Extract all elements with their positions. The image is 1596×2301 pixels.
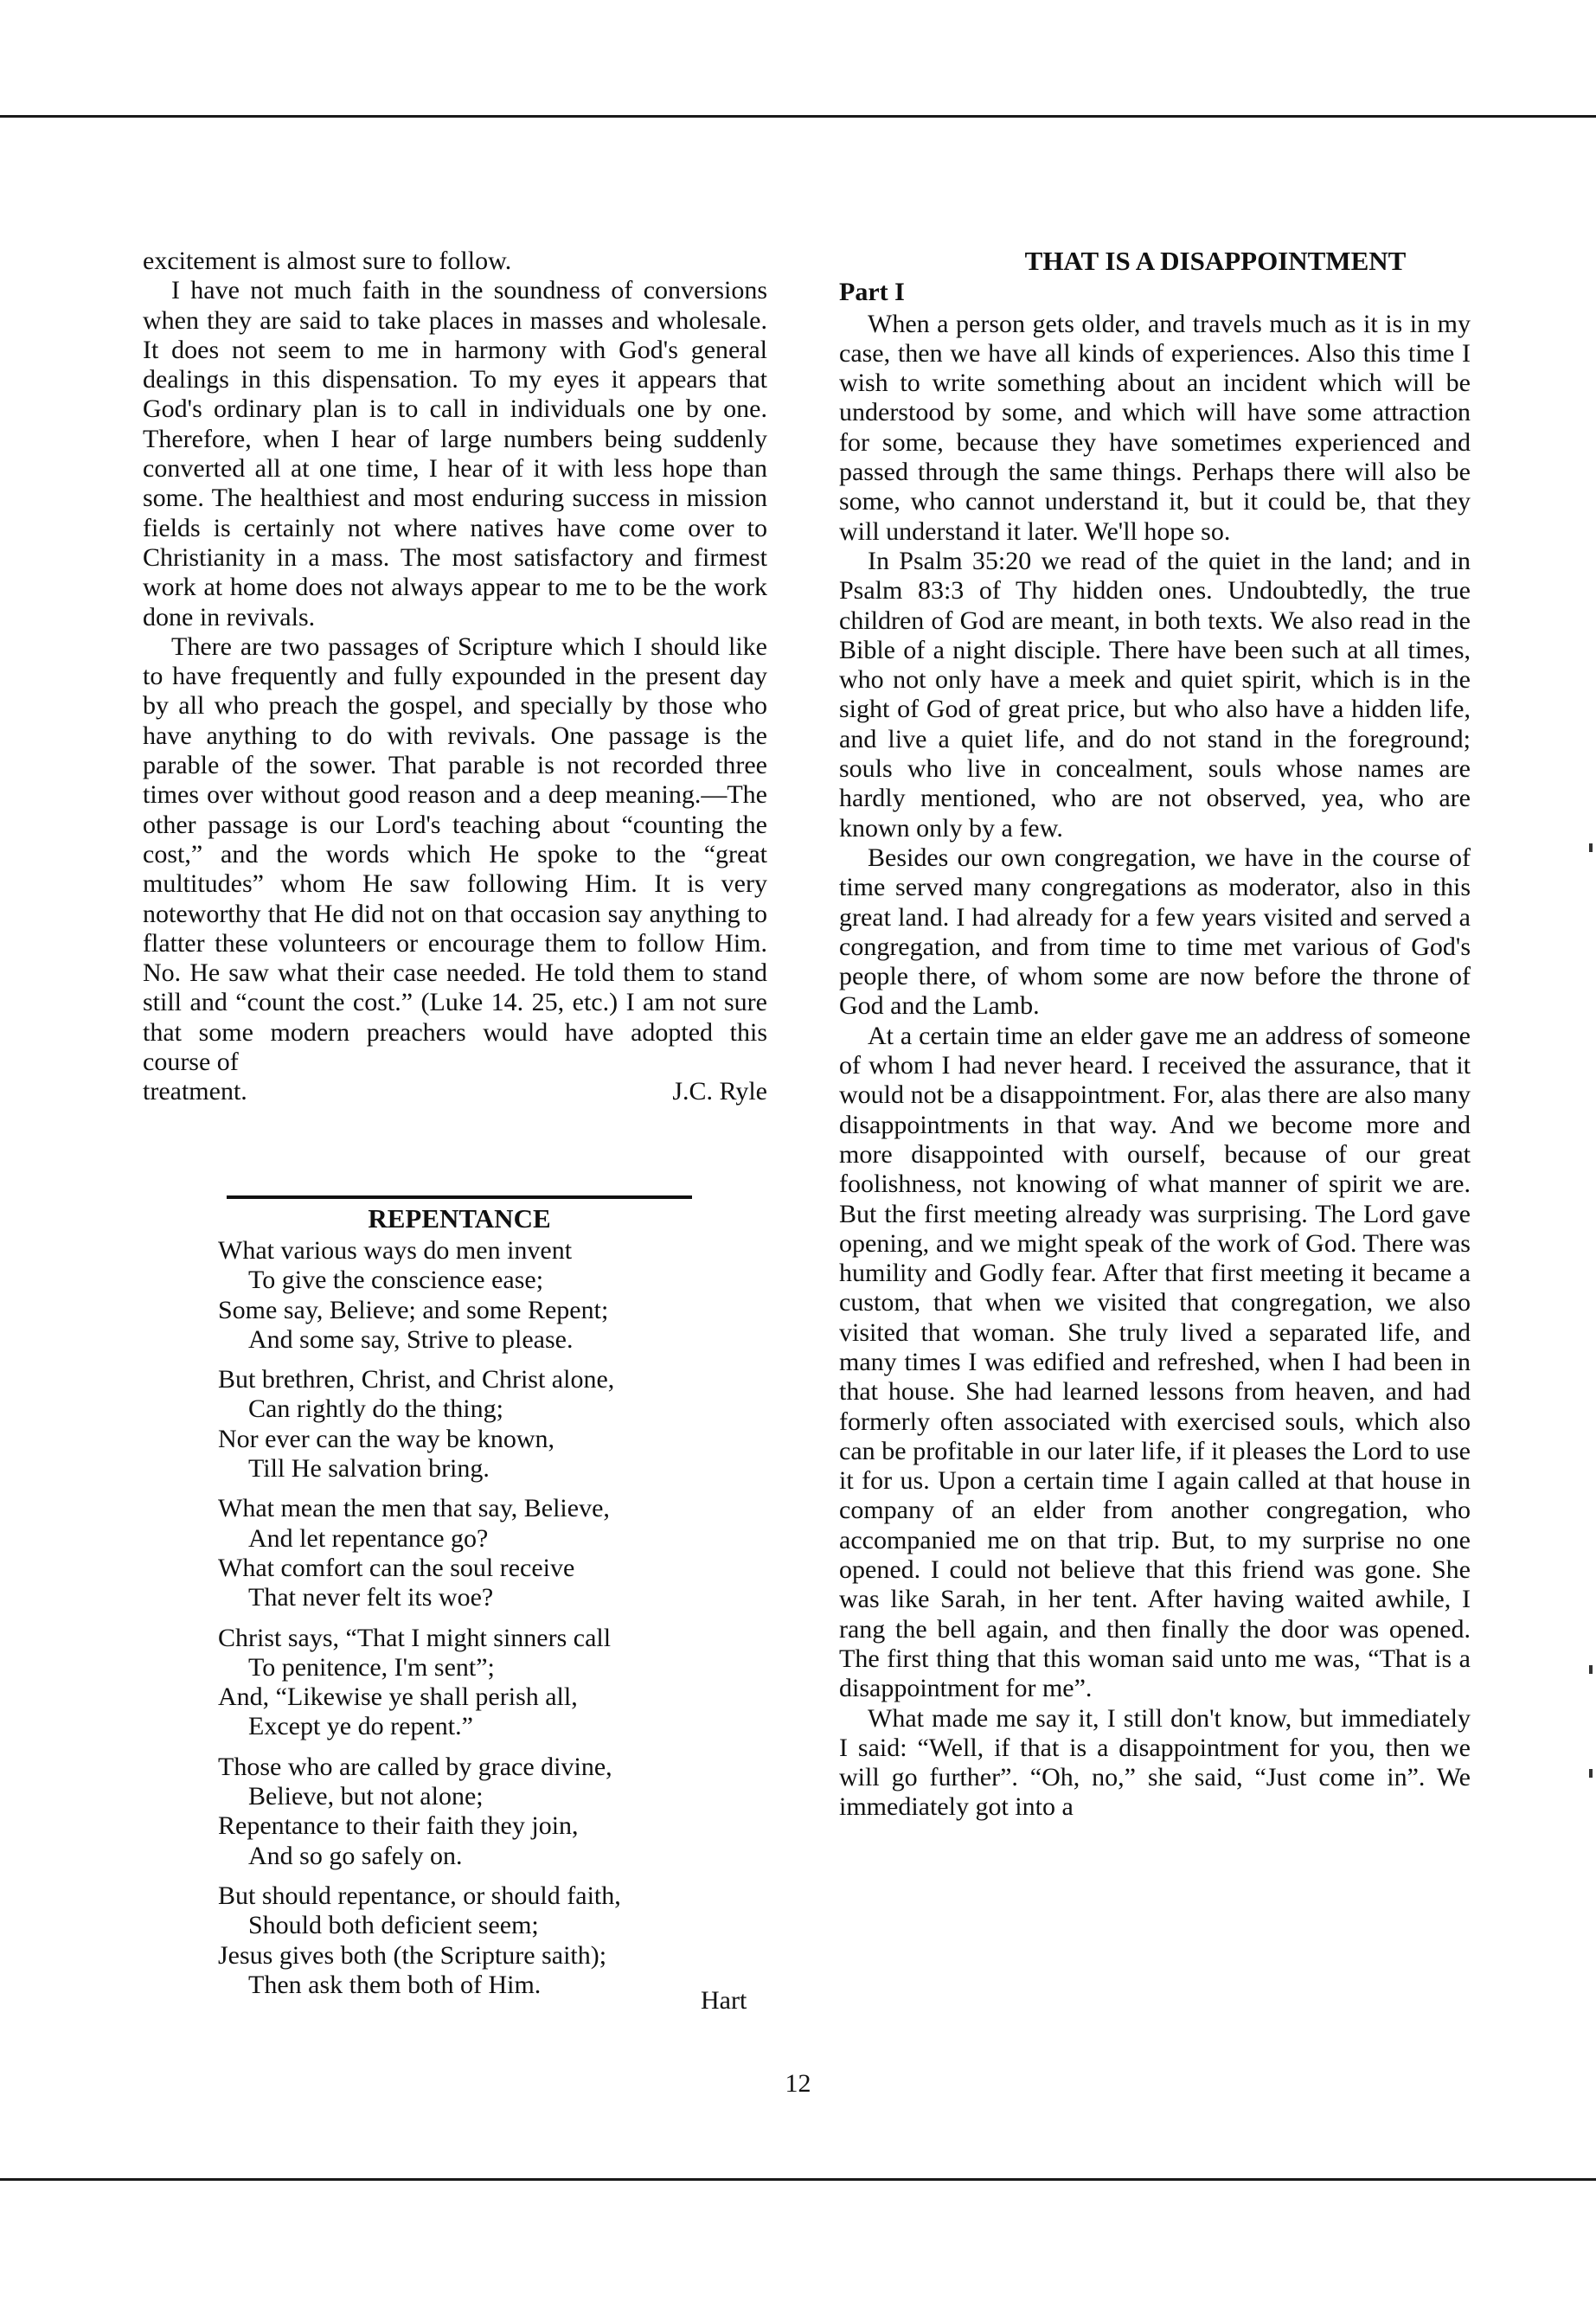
poem-line: And some say, Strive to please. xyxy=(248,1324,574,1354)
poem-title: REPENTANCE xyxy=(368,1203,551,1234)
right-paragraph-1: When a person gets older, and travels much as it is in my case, then we have all kinds of experiences. Also this time I wish to write something about an incident which will be understood by some, and which will have some attraction for some, because they have sometimes experienced and passed through the same things. Perhaps there will also be some, who cannot understand it, but it could be, that they will understand it later. We'll hope so. xyxy=(839,309,1471,546)
poem-line: Christ says, “That I might sinners call xyxy=(218,1623,612,1652)
poem-line: And so go safely on. xyxy=(248,1841,463,1870)
left-paragraph-1: excitement is almost sure to follow. xyxy=(143,247,512,275)
poem-line: Those who are called by grace divine, xyxy=(218,1752,612,1781)
poem-line: Should both deficient seem; xyxy=(248,1911,539,1940)
page-number: 12 xyxy=(785,2069,811,2098)
poem-line: Nor ever can the way be known, xyxy=(218,1424,555,1453)
right-column xyxy=(839,247,1471,1823)
section-divider xyxy=(227,1195,692,1199)
poem-line: Can rightly do the thing; xyxy=(248,1394,503,1424)
article-signature: J.C. Ryle xyxy=(672,1077,767,1106)
poem-stanza xyxy=(218,1881,772,2000)
right-paragraph-5: What made me say it, I still don't know, but immediately I said: “Well, if that is a disappointment for you, then we will go further”. “Oh, no,” she said, “Just come in”. We immediately got into a xyxy=(839,1703,1471,1822)
poem-line: To penitence, I'm sent”; xyxy=(248,1652,495,1682)
poem-line: Some say, Believe; and some Repent; xyxy=(218,1295,609,1324)
article-title: THAT IS A DISAPPOINTMENT xyxy=(1024,246,1407,276)
poem-line: But brethren, Christ, and Christ alone, xyxy=(218,1365,615,1394)
poem-line: What mean the men that say, Believe, xyxy=(218,1494,610,1523)
poem-stanza xyxy=(218,1624,772,1742)
margin-mark xyxy=(1589,1665,1593,1674)
right-paragraph-2: In Psalm 35:20 we read of the quiet in the land; and in Psalm 83:3 of Thy hidden ones. Undoubtedly, the true children of God are meant, in both texts. We also read in the Bible of a night disciple. There have been such at all times, who not only have a meek and quiet spirit, which is in the sight of God of great price, but who also have a hidden life, and live a quiet life, and do not stand in the foreground; souls who live in concealment, souls whose names are hardly mentioned, who are not observed, yea, who are known only by a few. xyxy=(839,546,1471,843)
left-paragraph-2: I have not much faith in the soundness of conversions when they are said to take places in masses and wholesale. It does not seem to me in harmony with God's general dealings in this dispensation. To my eyes it appears that God's ordinary plan is to call in individuals one by one. Therefore, when I hear of large numbers being suddenly converted all at one time, I hear of it with less hope than some. The healthiest and most enduring success in mission fields is certainly not where natives have come over to Christianity in a mass. The most satisfactory and firmest work at home does not always appear to me to be the work done in revivals. xyxy=(143,276,767,631)
poem-line: Believe, but not alone; xyxy=(248,1782,484,1811)
left-column xyxy=(143,247,767,1107)
poem-line: Jesus gives both (the Scripture saith); xyxy=(218,1940,607,1970)
poem-body xyxy=(218,1236,772,2010)
poem-author: Hart xyxy=(701,1986,747,2015)
poem-line: Then ask them both of Him. xyxy=(248,1970,542,1999)
poem-stanza xyxy=(218,1365,772,1484)
left-paragraph-3: There are two passages of Scripture which I should like to have frequently and fully expounded in the present day by all who preach the gospel, and specially by those who have anything to do with revivals. One passage is the parable of the sower. That parable is not recorded three times over without good reason and a deep meaning.—The other passage is our Lord's teaching about “counting the cost,” and the words which He spoke to the “great multitudes” whom He saw following Him. It is very noteworthy that He did not on that occasion say anything to flatter these volunteers or encourage them to follow Him. No. He saw what their case needed. He told them to stand still and “count the cost.” (Luke 14. 25, etc.) I am not sure that some modern preachers would have adopted this course of xyxy=(143,631,767,1077)
poem-line: To give the conscience ease; xyxy=(248,1266,544,1295)
signature-line xyxy=(143,1077,767,1106)
poem-line: And let repentance go? xyxy=(248,1523,489,1553)
poem-line: But should repentance, or should faith, xyxy=(218,1881,621,1910)
margin-mark xyxy=(1589,1769,1593,1778)
poem-stanza xyxy=(218,1753,772,1871)
poem-stanza xyxy=(218,1494,772,1612)
scan-border-bottom xyxy=(0,2178,1596,2181)
last-line-text: treatment. xyxy=(143,1077,247,1106)
poem-line: Repentance to their faith they join, xyxy=(218,1811,579,1841)
poem-stanza xyxy=(218,1236,772,1355)
poem-line: Except ye do repent.” xyxy=(248,1712,473,1741)
right-paragraph-4: At a certain time an elder gave me an address of someone of whom I had never heard. I received the assurance, that it would not be a disappointment. For, alas there are also many disappointments in that way. And we become more and more disappointed with ourself, because of our great foolishness, not knowing of what manner of spirit we are. But the first meeting already was surprising. The Lord gave opening, and we might speak of the work of God. There was humility and Godly fear. After that first meeting it became a custom, that when we visited that congregation, we also visited that woman. She truly lived a separated life, and many times I was edified and refreshed, when I had been in that house. She had learned lessons from heaven, and had formerly often associated with exercised souls, which also can be profitable in our later life, if it pleases the Lord to use it for us. Upon a certain time I again called at that house in company of an elder from another congregation, who accompanied me on that trip. But, to my surprise no one opened. I could not believe that this friend was gone. She was like Sarah, in her tent. After having waited awhile, I rang the bell again, and then finally the door was opened. The first thing that this woman said unto me was, “That is a disappointment for me”. xyxy=(839,1021,1471,1703)
poem-line: And, “Likewise ye shall perish all, xyxy=(218,1682,578,1712)
poem-line: What various ways do men invent xyxy=(218,1236,573,1265)
poem-line: What comfort can the soul receive xyxy=(218,1553,575,1582)
right-paragraph-3: Besides our own congregation, we have in the course of time served many congregations as moderator, also in this great land. I had already for a few years visited and served a congregation, and from time to time met various of God's people there, of whom some are now before the throne of God and the Lamb. xyxy=(839,843,1471,1021)
poem-line: That never felt its woe? xyxy=(248,1583,494,1612)
margin-mark xyxy=(1589,843,1593,852)
poem-line: Till He salvation bring. xyxy=(248,1454,490,1484)
article-part-label: Part I xyxy=(839,278,905,307)
scan-border-top xyxy=(0,115,1596,118)
